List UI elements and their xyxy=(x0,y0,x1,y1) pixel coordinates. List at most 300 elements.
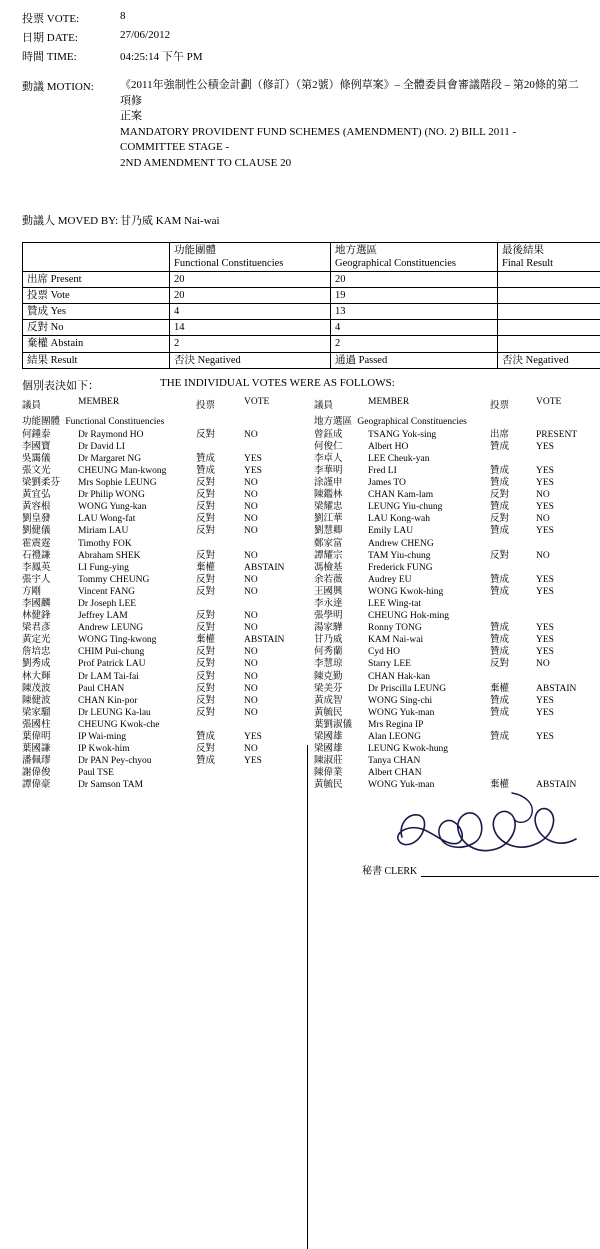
vote-value-en: NO xyxy=(244,658,296,670)
vote-row xyxy=(314,755,600,767)
member-name-en: Dr Margaret NG xyxy=(78,453,196,465)
vote-row xyxy=(22,525,300,537)
summary-header-functional xyxy=(170,242,331,271)
vote-row xyxy=(22,513,300,525)
vote-value-zh: 反對 xyxy=(196,707,244,719)
geographical-title-zh: 地方選區 xyxy=(314,417,352,427)
vote-value-en xyxy=(536,767,592,779)
vote-row xyxy=(22,465,300,477)
member-name-en: Paul CHAN xyxy=(78,683,196,695)
summary-row-abstain-label xyxy=(23,336,170,352)
summary-row-present-zh: 出席 xyxy=(27,274,48,285)
member-name-en: WONG Yuk-man xyxy=(368,779,490,791)
vote-value-en: ABSTAIN xyxy=(536,683,592,695)
summary-table xyxy=(22,242,600,369)
vote-value-en: NO xyxy=(536,513,592,525)
vote-value-zh: 贊成 xyxy=(490,695,536,707)
clerk-signature-line xyxy=(362,862,599,877)
member-name-zh: 譚偉豪 xyxy=(22,779,78,791)
summary-row-abstain-fc: 2 xyxy=(170,336,331,352)
member-name-en: Tommy CHEUNG xyxy=(78,574,196,586)
summary-row-present-label xyxy=(23,271,170,287)
summary-row-result-fc: 否決 Negatived xyxy=(170,352,331,368)
right-header-vote-zh: 投票 xyxy=(490,397,536,411)
summary-header-final-en: Final Result xyxy=(502,257,600,270)
clerk-signature xyxy=(392,785,582,863)
vote-value-zh: 贊成 xyxy=(490,465,536,477)
member-name-zh: 張學明 xyxy=(314,610,368,622)
member-name-zh: 李國寶 xyxy=(22,441,78,453)
vote-value-en: YES xyxy=(536,525,592,537)
vote-value-en xyxy=(536,743,592,755)
geographical-constituencies-title xyxy=(314,413,600,427)
vote-row xyxy=(22,634,300,646)
time-value: 04:25:14 下午 PM xyxy=(120,48,203,64)
member-name-zh: 詹培忠 xyxy=(22,646,78,658)
summary-row-result-zh: 結果 xyxy=(27,355,48,366)
functional-constituencies-column xyxy=(0,397,300,792)
vote-row xyxy=(22,441,300,453)
summary-corner-cell xyxy=(23,242,170,271)
summary-header-functional-en: Functional Constituencies xyxy=(174,257,326,270)
vote-value-en: NO xyxy=(536,658,592,670)
vote-value-zh: 反對 xyxy=(196,489,244,501)
clerk-label: 秘書 CLERK xyxy=(362,862,417,877)
vote-value-zh: 贊成 xyxy=(490,586,536,598)
member-name-en: CHAN Kam-lam xyxy=(368,489,490,501)
vote-value-en: YES xyxy=(536,501,592,513)
vote-number-label: 投票 VOTE: xyxy=(22,10,120,26)
vote-value-en xyxy=(536,610,592,622)
document-header xyxy=(22,10,580,64)
vote-row xyxy=(314,731,600,743)
vote-row xyxy=(22,779,300,791)
vote-value-en xyxy=(244,767,296,779)
vote-value-en xyxy=(536,755,592,767)
member-name-zh: 梁家騮 xyxy=(22,707,78,719)
summary-row-result-final: 否決 Negatived xyxy=(498,352,600,368)
member-name-en: CHEUNG Kwok-che xyxy=(78,719,196,731)
member-name-zh: 馮檢基 xyxy=(314,562,368,574)
vote-row xyxy=(314,695,600,707)
vote-value-en xyxy=(244,719,296,731)
member-name-zh: 陳鑑林 xyxy=(314,489,368,501)
member-name-en: Dr LAM Tai-fai xyxy=(78,671,196,683)
vote-row xyxy=(314,598,600,610)
vote-row xyxy=(22,598,300,610)
vote-row xyxy=(314,646,600,658)
vote-value-en: YES xyxy=(536,441,592,453)
vote-value-zh: 贊成 xyxy=(490,501,536,513)
member-name-en: Mrs Regina IP xyxy=(368,719,490,731)
summary-header-final xyxy=(498,242,600,271)
vote-value-zh: 贊成 xyxy=(490,574,536,586)
vote-value-en: NO xyxy=(244,477,296,489)
vote-value-zh: 贊成 xyxy=(196,731,244,743)
time-label: 時間 TIME: xyxy=(22,48,120,64)
member-name-en: Dr LEUNG Ka-lau xyxy=(78,707,196,719)
vote-value-zh: 贊成 xyxy=(490,441,536,453)
member-name-en: WONG Yung-kan xyxy=(78,501,196,513)
vote-row xyxy=(22,538,300,550)
individual-votes-en: THE INDIVIDUAL VOTES WERE AS FOLLOWS: xyxy=(160,377,395,393)
vote-value-zh: 贊成 xyxy=(196,465,244,477)
summary-row-present-final xyxy=(498,271,600,287)
vote-row xyxy=(314,525,600,537)
vote-row xyxy=(22,743,300,755)
left-header-vote-zh: 投票 xyxy=(196,397,244,411)
vote-value-zh xyxy=(490,755,536,767)
member-name-zh: 陳克勤 xyxy=(314,671,368,683)
vote-row xyxy=(314,501,600,513)
vote-value-zh xyxy=(196,719,244,731)
vote-value-en: YES xyxy=(536,634,592,646)
functional-title-en: Functional Constituencies xyxy=(65,417,164,427)
vote-value-zh: 贊成 xyxy=(490,634,536,646)
vote-row xyxy=(314,743,600,755)
vote-row xyxy=(22,429,300,441)
vote-value-en xyxy=(536,671,592,683)
member-name-zh: 張國柱 xyxy=(22,719,78,731)
vote-row xyxy=(314,707,600,719)
member-name-en: LEUNG Yiu-chung xyxy=(368,501,490,513)
vote-value-zh: 棄權 xyxy=(490,779,536,791)
member-name-zh: 余若薇 xyxy=(314,574,368,586)
member-name-zh: 謝偉俊 xyxy=(22,767,78,779)
vote-value-en: NO xyxy=(244,610,296,622)
summary-row-abstain xyxy=(23,336,600,352)
motion-line-2: 正案 xyxy=(120,109,580,125)
summary-row-no-gc: 4 xyxy=(331,320,498,336)
vote-value-zh: 出席 xyxy=(490,429,536,441)
vote-value-zh: 棄權 xyxy=(196,634,244,646)
vote-record-page xyxy=(0,10,600,893)
individual-votes-lists xyxy=(0,397,600,792)
vote-value-en xyxy=(536,538,592,550)
vote-row xyxy=(22,683,300,695)
summary-row-result-label xyxy=(23,352,170,368)
member-name-en: CHIM Pui-chung xyxy=(78,646,196,658)
member-name-zh: 何俊仁 xyxy=(314,441,368,453)
vote-number-value: 8 xyxy=(120,10,126,22)
vote-row xyxy=(22,755,300,767)
geographical-title-en: Geographical Constituencies xyxy=(357,417,466,427)
functional-constituencies-title xyxy=(22,413,300,427)
vote-value-zh: 贊成 xyxy=(490,477,536,489)
member-name-zh: 李華明 xyxy=(314,465,368,477)
summary-row-yes-label xyxy=(23,304,170,320)
member-name-zh: 甘乃威 xyxy=(314,634,368,646)
vote-value-zh xyxy=(490,453,536,465)
vote-value-zh: 贊成 xyxy=(196,755,244,767)
functional-title-zh: 功能團體 xyxy=(22,417,60,427)
member-name-en: Fred LI xyxy=(368,465,490,477)
member-name-zh: 陳偉業 xyxy=(314,767,368,779)
motion-label: 動議 MOTION: xyxy=(22,78,120,94)
vote-value-zh xyxy=(490,562,536,574)
date-label: 日期 DATE: xyxy=(22,29,120,45)
vote-value-en: NO xyxy=(244,525,296,537)
summary-row-no-en: No xyxy=(51,322,64,333)
moved-by-value: 甘乃威 KAM Nai-wai xyxy=(120,212,220,228)
vote-value-en: YES xyxy=(536,477,592,489)
vote-value-zh: 棄權 xyxy=(196,562,244,574)
summary-row-abstain-final xyxy=(498,336,600,352)
vote-value-en xyxy=(244,598,296,610)
member-name-zh: 梁國雄 xyxy=(314,743,368,755)
motion-line-4: 2ND AMENDMENT TO CLAUSE 20 xyxy=(120,156,580,172)
member-name-en: Dr PAN Pey-chyou xyxy=(78,755,196,767)
member-name-en: Prof Patrick LAU xyxy=(78,658,196,670)
member-name-en: Dr Raymond HO xyxy=(78,429,196,441)
member-name-en: Dr David LI xyxy=(78,441,196,453)
member-name-zh: 劉慧卿 xyxy=(314,525,368,537)
individual-votes-caption xyxy=(22,377,578,393)
summary-row-result xyxy=(23,352,600,368)
member-name-en: LEE Wing-tat xyxy=(368,598,490,610)
vote-value-zh: 反對 xyxy=(196,646,244,658)
geographical-constituencies-column xyxy=(300,397,600,792)
vote-value-en xyxy=(244,779,296,791)
vote-value-en: NO xyxy=(244,550,296,562)
vote-value-en: NO xyxy=(244,501,296,513)
vote-value-en: YES xyxy=(244,465,296,477)
vote-row xyxy=(22,707,300,719)
left-header-vote-en: VOTE xyxy=(244,397,290,411)
vote-value-zh xyxy=(490,598,536,610)
member-name-en: LAU Kong-wah xyxy=(368,513,490,525)
right-header-member-zh: 議員 xyxy=(314,397,368,411)
member-name-zh: 劉健儀 xyxy=(22,525,78,537)
member-name-zh: 黃宜弘 xyxy=(22,489,78,501)
summary-row-vote-en: Vote xyxy=(51,290,70,301)
member-name-zh: 李國麟 xyxy=(22,598,78,610)
vote-row xyxy=(22,646,300,658)
vote-value-en: YES xyxy=(244,755,296,767)
member-name-zh: 梁國雄 xyxy=(314,731,368,743)
member-name-zh: 鄭家富 xyxy=(314,538,368,550)
vote-row xyxy=(22,610,300,622)
vote-row xyxy=(314,671,600,683)
member-name-en: Dr Samson TAM xyxy=(78,779,196,791)
vote-value-en xyxy=(536,562,592,574)
member-name-zh: 陳淑莊 xyxy=(314,755,368,767)
member-name-en: Andrew CHENG xyxy=(368,538,490,550)
vote-value-zh xyxy=(196,779,244,791)
summary-row-vote-fc: 20 xyxy=(170,288,331,304)
member-name-zh: 梁劉柔芬 xyxy=(22,477,78,489)
vote-row xyxy=(314,622,600,634)
member-name-zh: 黃成智 xyxy=(314,695,368,707)
vote-row xyxy=(22,501,300,513)
vote-value-zh: 反對 xyxy=(490,513,536,525)
vote-value-en: YES xyxy=(244,453,296,465)
member-name-zh: 黃定光 xyxy=(22,634,78,646)
clerk-line xyxy=(421,864,599,877)
member-name-zh: 林大輝 xyxy=(22,671,78,683)
member-name-en: Emily LAU xyxy=(368,525,490,537)
summary-row-vote xyxy=(23,288,600,304)
member-name-zh: 梁君彥 xyxy=(22,622,78,634)
vote-value-en xyxy=(536,453,592,465)
member-name-zh: 曾鈺成 xyxy=(314,429,368,441)
right-header-member-en: MEMBER xyxy=(368,397,490,411)
vote-row xyxy=(314,489,600,501)
right-header-vote-en: VOTE xyxy=(536,397,582,411)
member-name-en: Albert HO xyxy=(368,441,490,453)
member-name-zh: 方剛 xyxy=(22,586,78,598)
member-name-en: TSANG Yok-sing xyxy=(368,429,490,441)
motion-line-1: 《2011年強制性公積金計劃（修訂）（第2號）條例草案》– 全體委員會審議階段 – 第20條的第二項修 xyxy=(120,78,580,109)
member-name-en: LAU Wong-fat xyxy=(78,513,196,525)
member-name-zh: 劉江華 xyxy=(314,513,368,525)
vote-value-zh xyxy=(196,598,244,610)
member-name-en: LEE Cheuk-yan xyxy=(368,453,490,465)
member-name-zh: 吳靄儀 xyxy=(22,453,78,465)
vote-value-zh: 反對 xyxy=(196,429,244,441)
right-column-header xyxy=(314,397,600,411)
vote-value-zh: 反對 xyxy=(490,550,536,562)
vote-value-en: YES xyxy=(536,707,592,719)
summary-row-vote-final xyxy=(498,288,600,304)
summary-row-abstain-gc: 2 xyxy=(331,336,498,352)
vote-value-zh xyxy=(490,538,536,550)
summary-header-functional-zh: 功能團體 xyxy=(174,244,326,257)
vote-value-en xyxy=(536,598,592,610)
time-row xyxy=(22,48,580,64)
vote-row xyxy=(22,719,300,731)
vote-row xyxy=(22,671,300,683)
vote-row xyxy=(314,719,600,731)
member-name-en: LEUNG Kwok-hung xyxy=(368,743,490,755)
summary-row-no-label xyxy=(23,320,170,336)
vote-value-en xyxy=(244,538,296,550)
member-name-en: Mrs Sophie LEUNG xyxy=(78,477,196,489)
summary-row-no-final xyxy=(498,320,600,336)
member-name-zh: 梁耀忠 xyxy=(314,501,368,513)
vote-value-zh: 贊成 xyxy=(490,646,536,658)
member-name-en: Dr Priscilla LEUNG xyxy=(368,683,490,695)
member-name-en: WONG Sing-chi xyxy=(368,695,490,707)
vote-value-en: NO xyxy=(244,671,296,683)
vote-value-en: ABSTAIN xyxy=(536,779,592,791)
summary-header-geographical xyxy=(331,242,498,271)
member-name-zh: 黃毓民 xyxy=(314,707,368,719)
vote-row xyxy=(22,658,300,670)
vote-row xyxy=(22,695,300,707)
member-name-zh: 葉國謙 xyxy=(22,743,78,755)
vote-value-zh xyxy=(490,767,536,779)
vote-value-zh: 贊成 xyxy=(490,525,536,537)
member-name-zh: 梁美芬 xyxy=(314,683,368,695)
member-name-zh: 劉皇發 xyxy=(22,513,78,525)
vote-value-en: NO xyxy=(536,550,592,562)
left-header-member-en: MEMBER xyxy=(78,397,196,411)
member-name-zh: 劉秀成 xyxy=(22,658,78,670)
individual-votes-zh: 個別表決如下： xyxy=(22,377,160,393)
summary-row-present-en: Present xyxy=(51,274,82,285)
vote-value-zh: 反對 xyxy=(196,477,244,489)
geographical-vote-rows xyxy=(314,429,600,792)
left-header-member-zh: 議員 xyxy=(22,397,78,411)
vote-value-en: NO xyxy=(244,707,296,719)
vote-value-en: YES xyxy=(536,465,592,477)
vote-row xyxy=(314,513,600,525)
vote-value-zh: 反對 xyxy=(196,683,244,695)
vote-value-en: YES xyxy=(536,695,592,707)
vote-value-en xyxy=(536,719,592,731)
member-name-zh: 陳茂波 xyxy=(22,683,78,695)
summary-row-yes-fc: 4 xyxy=(170,304,331,320)
summary-row-yes-final xyxy=(498,304,600,320)
vote-value-en: YES xyxy=(244,731,296,743)
vote-value-zh: 反對 xyxy=(196,525,244,537)
vote-value-en xyxy=(244,441,296,453)
member-name-en: Paul TSE xyxy=(78,767,196,779)
member-name-zh: 石禮謙 xyxy=(22,550,78,562)
vote-value-zh: 棄權 xyxy=(490,683,536,695)
summary-row-present xyxy=(23,271,600,287)
member-name-zh: 潘佩璆 xyxy=(22,755,78,767)
vote-value-en: YES xyxy=(536,731,592,743)
vote-row xyxy=(22,562,300,574)
member-name-en: Vincent FANG xyxy=(78,586,196,598)
vote-value-zh: 贊成 xyxy=(490,622,536,634)
vote-row xyxy=(314,562,600,574)
member-name-en: Jeffrey LAM xyxy=(78,610,196,622)
member-name-en: CHAN Kin-por xyxy=(78,695,196,707)
motion-text xyxy=(120,78,580,172)
vote-value-en: NO xyxy=(244,743,296,755)
member-name-en: WONG Kwok-hing xyxy=(368,586,490,598)
vote-row xyxy=(22,731,300,743)
member-name-en: LI Fung-ying xyxy=(78,562,196,574)
summary-row-result-gc: 通過 Passed xyxy=(331,352,498,368)
member-name-en: Miriam LAU xyxy=(78,525,196,537)
member-name-zh: 霍震霆 xyxy=(22,538,78,550)
vote-value-zh: 反對 xyxy=(196,610,244,622)
member-name-zh: 湯家驊 xyxy=(314,622,368,634)
vote-row xyxy=(314,779,600,791)
vote-value-zh: 反對 xyxy=(196,586,244,598)
vote-row xyxy=(314,465,600,477)
motion-block xyxy=(22,78,580,172)
vote-row xyxy=(314,441,600,453)
member-name-zh: 黃容根 xyxy=(22,501,78,513)
member-name-en: Timothy FOK xyxy=(78,538,196,550)
vote-value-zh: 反對 xyxy=(196,513,244,525)
vote-value-zh: 反對 xyxy=(196,695,244,707)
vote-row xyxy=(314,477,600,489)
member-name-zh: 葉劉淑儀 xyxy=(314,719,368,731)
member-name-en: CHEUNG Man-kwong xyxy=(78,465,196,477)
vote-value-zh: 反對 xyxy=(196,671,244,683)
vote-row xyxy=(314,610,600,622)
member-name-zh: 張宇人 xyxy=(22,574,78,586)
functional-vote-rows xyxy=(22,429,300,792)
member-name-en: WONG Yuk-man xyxy=(368,707,490,719)
vote-value-zh: 反對 xyxy=(490,658,536,670)
summary-row-abstain-en: Abstain xyxy=(51,338,84,349)
vote-value-en: NO xyxy=(244,429,296,441)
vote-row xyxy=(314,453,600,465)
member-name-en: CHEUNG Hok-ming xyxy=(368,610,490,622)
vote-value-en: NO xyxy=(244,622,296,634)
summary-row-abstain-zh: 棄權 xyxy=(27,338,48,349)
member-name-zh: 涂謹申 xyxy=(314,477,368,489)
summary-header-geographical-zh: 地方選區 xyxy=(335,244,493,257)
member-name-en: Dr Joseph LEE xyxy=(78,598,196,610)
